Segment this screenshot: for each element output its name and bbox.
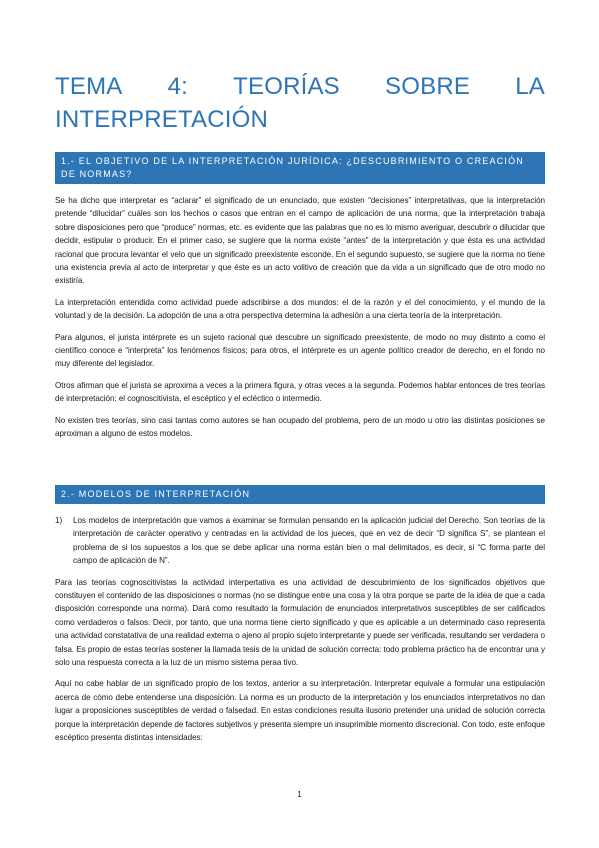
section-heading: 2.- MODELOS DE INTERPRETACIÓN xyxy=(55,485,545,504)
section-heading: 1.- EL OBJETIVO DE LA INTERPRETACIÓN JURÍDICA: ¿DESCUBRIMIENTO O CREACIÓN DE NORMAS? xyxy=(55,152,545,184)
paragraph: No existen tres teorías, sino casi tantas como autores se han ocupado del problema, pero de un modo u otro las distintas posiciones se aproximan a alguno de estos modelos. xyxy=(55,415,545,439)
section-2 xyxy=(55,485,545,745)
title-line-2: INTERPRETACIÓN xyxy=(55,106,269,133)
document-title xyxy=(55,70,545,136)
paragraph: Aquí no cabe hablar de un significado propio de los textos, anterior a su interpretación. Interpretar equivale a formular una estipulación acerca de cómo debe entenderse una disposición. La norma es un producto de la interpretación y los enunciados interpretativos no dan lugar a proposiciones susceptibles de verdad o falsedad. En estas condiciones resulta ilusorio pretender una unidad de solución correcta porque la interpretación depende de factores subjetivos y presenta siempre un insuprimible momento discrecional. Con todo, este enfoque escéptico presenta distintas intensidades: xyxy=(55,679,545,743)
title-word: TEORÍAS xyxy=(233,73,340,100)
title-word: TEMA xyxy=(55,73,123,100)
list-text: Los modelos de interpretación que vamos a examinar se formulan pensando en la aplicación judicial del Derecho. Son teorías de la interpretación de carácter operativo y centradas en la actividad de los jueces, que en vez de decir “D significa S”, se plantean el problema de si los supuestos a los que se debe aplicar una norma están bien o mal delimitados, es decir, si “C forma parte del campo de aplicación de N”. xyxy=(73,516,545,566)
page-number: 1 xyxy=(297,790,302,799)
title-word: SOBRE xyxy=(385,73,471,100)
paragraph: Se ha dicho que interpretar es “aclarar” el significado de un enunciado, que existen “decisiones” interpretativas, que la interpretación pretende “dilucidar” cuáles son los hechos o casos que entran en el campo de aplicación de una norma, que la interpretación trabaja sobre disposiciones pero que “produce” normas, etc. es evidente que las palabras que no es lo mismo averiguar, descubrir o dilucidar que decidir, estipular o producir. En el primer caso, se sugiere que la norma existe “antes” de la interpretación y que ésta es una actividad racional que procura levantar el velo que un significado preexistente esconde. En el segundo supuesto, se sugiere que la norma no tiene una existencia previa al acto de interpretar y que éste es un acto volitivo de creación que da vida a un significado que de otro modo no existiría. xyxy=(55,196,545,286)
list-number: 1) xyxy=(55,516,63,525)
list-item xyxy=(55,514,545,568)
section-1 xyxy=(55,152,545,441)
paragraph: Para las teorías cognoscitivistas la actividad interpertativa es una actividad de descubrimiento de los significados objetivos que constituyen el contenido de las disposiciones o normas (no se distingue entre una cosa y la otra porque se parte de la idea de que a cada disposición corresponde una norma). Dará como resultado la formulación de enunciados interpretativos susceptibles de ser calificados como verdaderos o falsos. Decir, por tanto, que una norma tiene cierto significado y que es aplicable a un determinado caso representa una actividad constatativa de una realidad externa o ajeno al propio sujeto interpretante y puede ser verificada, resultando ser verdadera o falsa. Es propio de estas teorías sostener la llamada tesis de la unidad de solución correcta: todo problema práctico ha de encontrar una y solo una respuesta correcta a la luz de un mismo sistema peraa tivo. xyxy=(55,577,545,668)
paragraph: Para algunos, el jurista intérprete es un sujeto racional que descubre un significado preexistente, de modo no muy distinto a como el científico conoce e “interpreta” los fenómenos físicos; para otros, el intérprete es un agente político creador de derecho, en el fondo no muy diferente del legislador. xyxy=(55,332,545,369)
title-word: LA xyxy=(515,73,545,100)
title-word: 4: xyxy=(167,73,189,100)
paragraph: Otros afirman que el jurista se aproxima a veces a la primera figura, y otras veces a la segunda. Podemos hablar entonces de tres teorías de interpretación: el cognoscitivista, el escéptico y el ecléctico o intermedio. xyxy=(55,380,545,404)
paragraph: La interpretación entendida como actividad puede adscribirse a dos mundos: el de la razón y el del conocimiento, y el mundo de la voluntad y de la decisión. La adopción de una a otra perspectiva determina la adhesión a una cierta teoría de la interpretación. xyxy=(55,297,545,321)
title-line-1 xyxy=(55,70,545,103)
